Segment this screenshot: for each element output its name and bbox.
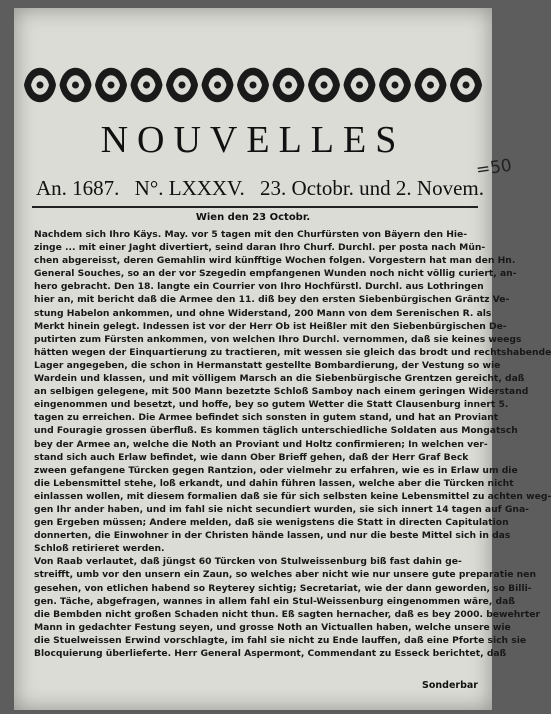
fleuron-ornament [450,68,482,103]
article-line: zinge ... mit einer Jaght divertiert, seind daran Ihro Churf. Durchl. per posta nach Mün- [34,242,486,254]
fleuron-ornament [131,68,163,103]
fleuron-ornament [379,68,411,103]
fleuron-ornament [344,68,376,103]
article-line: donnerten, die Einwohner in der Christen hände lassen, und nur die beste Mittel sich in das [34,530,511,542]
article-line: chen abgereisst, deren Gemahlin wird künfftige Wochen folgen. Vorgestern hat man den Hn. [34,255,516,267]
article-line: Nachdem sich Ihro Käys. May. vor 5 tagen mit den Churfürsten von Bäyern den Hie- [34,229,468,240]
fleuron-ornament [308,68,340,103]
article-line: Wardein und klassen, und mit völligem Marsch an die Siebenbürgische Grentzen gereicht, daß [34,373,525,385]
article-line: Merkt hinein gelegt. Indessen ist vor der Herr Ob ist Heißler mit den Siebenbürgischen De- [34,320,507,332]
dateline: Wien den 23 Octobr. [195,212,311,223]
fleuron-ornament [415,68,447,103]
article-line: General Souches, so an der vor Szegedin empfangenen Wunden noch nicht völlig curiert, an- [34,268,517,280]
fleuron-ornament [237,68,269,103]
article-line: stand sich auch Erlaw befindet, wie dann Ober Brieff gehen, daß der Herr Graf Beck [34,451,469,463]
article-line: Mann in gedachter Festung seyen, und grosse Noth an Victuallen haben, welche unsere wie [34,621,511,633]
article-line: die Lebensmittel stehe, loß erkandt, und dahin führen lassen, welche aber die Türcken nicht [34,477,514,489]
issue-line [36,176,485,201]
fleuron-ornament [95,68,127,103]
fleuron-ornament [166,68,198,103]
article-line: hier an, mit bericht daß die Armee den 11. diß bey den ersten Siebenbürgischen Gräntz Ve- [34,294,510,306]
issue-date: 23. Octobr. und 2. Novem. [260,176,485,200]
article-line: hätten wegen der Einquartierung zu tractieren, mit wessen sie gleich das brodt und rechtshabende [34,346,551,358]
issue-year: An. 1687. [36,176,120,200]
catchword: Sonderbar [422,680,478,691]
fleuron-ornament [60,68,92,103]
article-line: stung Habelon ankommen, und ohne Widerstand, 200 Mann von dem Serenischen R. als [34,307,492,319]
issue-number: N°. LXXXV. [134,176,245,200]
article-line: eingenommen und besetzt, und hoffe, bey so gutem Wetter die Statt Clausenburg innert 5. [34,399,509,411]
handwritten-annotation: =50 [474,155,514,181]
header-rule [32,206,478,208]
article-line: zween gefangene Türcken gegen Rantzion, oder vielmehr zu erfahren, wie es in Erlaw um die [34,464,518,476]
article-line: streifft, umb vor den unsern ein Zaun, so welches aber nicht wie nur unsere gute preparatie nen [34,569,536,581]
article-line: Blocquierung überlieferte. Herr General Aspermont, Commendant zu Esseck berichtet, daß [34,648,507,659]
newspaper-page [14,8,551,710]
article-line: bey der Armee an, welche die Noth an Proviant und Holtz confirmieren; In welchen ver- [34,438,488,450]
article-line: hero gebracht. Den 18. langte ein Courrier von Ihro Hochfürstl. Durchl. aus Lothringen [34,281,484,293]
article-line: an selbigen gelegene, mit 500 Mann bezetzte Schloß Samboy nach einem geringen Widerstand [34,386,529,398]
article-line: die Stuelweissen Erwind vorschlagte, im fahl sie nicht zu Ende lauffen, daß eine Pforte sich sie [34,634,527,646]
article-line: Schloß retirieret werden. [34,543,165,555]
article-line: Von Raab verlautet, daß jüngst 60 Türcken von Stulweissenburg biß fast dahin ge- [34,556,462,568]
article-line: gen. Täche, abgefragen, wannes in allem fahl ein Stul-Weissenburg eingenommen wäre, daß [34,595,515,607]
fleuron-ornament [273,68,305,103]
article-line: Lager angegeben, die schon in Hermanstatt gestellte Bombardierung, der Vestung so wie [34,359,501,371]
fleuron-ornament [24,68,56,103]
fleuron-ornament [202,68,234,103]
article-line: tagen zu erreichen. Die Armee befindet sich sonsten in gutem stand, und hat an Proviant [34,412,499,424]
article-body [34,228,551,660]
article-line: einlassen wollen, mit diesem formalien daß sie für sich selbsten keine Lebensmittel zu achten weg- [34,490,551,502]
newspaper-title: NOUVELLES [100,119,406,161]
ornamental-border-band [22,58,482,112]
article-line: gen Ergeben müssen; Andere melden, daß sie wenigstens die Statt in directen Capitulation [34,517,509,529]
article-line: gen Ihr ander haben, und im fahl sie nicht secundiert wurden, sie sich innert 14 tagen auf Gna- [34,503,529,515]
article-line: gesehen, von etlichen habend so Reyterey sichtig; Secretariat, wie der dann geworden, so Billi- [34,582,532,594]
article-line: und Fouragie grossen überfluß. Es kommen täglich unterschiedliche Soldaten aus Mongatsch [34,425,518,437]
article-line: putirten zum Fürsten ankommen, von welchen Ihro Durchl. vernommen, daß sie keines weegs [34,333,522,345]
article-line: die Bembden nicht großen Schaden nicht thun. Eß sagten hernacher, daß es bey 2000. bewehrter [34,608,540,620]
